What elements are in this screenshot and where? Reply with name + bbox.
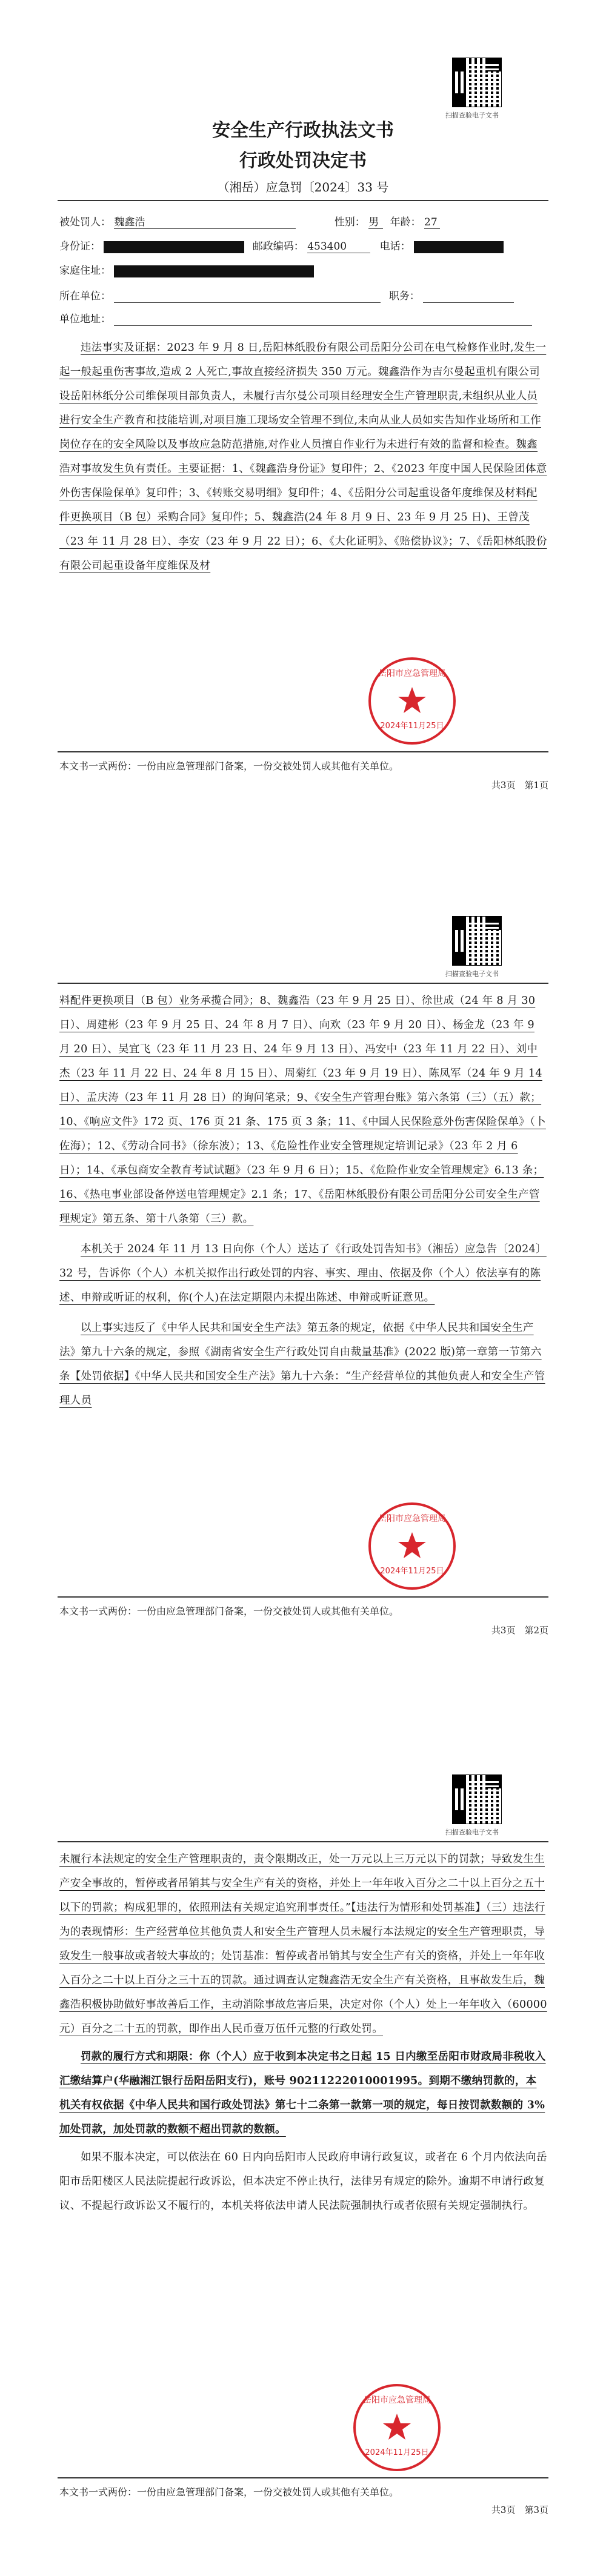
- page-number: 共3页 第1页: [491, 780, 548, 791]
- qr-code-icon[interactable]: [453, 1775, 501, 1824]
- address-row: [59, 262, 548, 277]
- qr-caption: 扫描查验电子文书: [445, 111, 499, 119]
- footer-divider: [58, 751, 548, 752]
- divider: [58, 200, 548, 201]
- svg-text:2024年11月25日: 2024年11月25日: [365, 2448, 429, 2457]
- notice-text: 本机关于 2024 年 11 月 13 日向你（个人）送达了《行政处罚告知书》（湘岳）应急告〔2024〕32 号，告诉你（个人）本机关拟作出行政处罚的内容、事实、理由、依据及你（个人）依法享有的陈述、申辩或听证的权利，你(个人)在法定期限内未提出陈述、申辩或听证意见。: [59, 1243, 547, 1304]
- appeal-text: 如果不服本决定，可以依法在 60 日内向岳阳市人民政府申请行政复议，或者在 6 个月内依法向岳阳市岳阳楼区人民法院提起行政诉讼，但本决定不停止执行，法律另有规定的除外。逾期不申请行政复议、不提起行政诉讼又不履行的，本机关将依法申请人民法院强制执行或者依照有关规定强制执行。: [59, 2151, 547, 2212]
- gender-label: 性别：: [334, 216, 365, 228]
- svg-text:2024年11月25日: 2024年11月25日: [380, 1567, 444, 1576]
- age-label: 年龄：: [390, 216, 421, 228]
- svg-text:2024年11月25日: 2024年11月25日: [380, 722, 444, 731]
- id-row: [59, 237, 548, 253]
- unit-value: [114, 290, 381, 303]
- official-seal-icon: [351, 2382, 442, 2473]
- evidence-continued: [59, 989, 547, 1413]
- qr-code-icon[interactable]: [453, 58, 501, 107]
- footer-note: 本文书一式两份：一份由应急管理部门备案，一份交被处罚人或其他有关单位。: [59, 760, 399, 772]
- phone-label: 电话：: [379, 241, 411, 253]
- official-seal-icon: [367, 656, 458, 746]
- position-label: 职务：: [388, 290, 420, 302]
- payment-text: 罚款的履行方式和期限：你（个人）应于收到本决定书之日起 15 日内缴至岳阳市财政局非税收入汇缴结算户(华融湘江银行岳阳岳阳支行)，账号 90211222010001995。到期不缴纳罚款的，本机关有权依据《中华人民共和国行政处罚法》第七十二条第一款第一项的规定，每日按罚款数额的 3%加处罚款，加处罚款的数额不超出罚款的数额。: [59, 2051, 546, 2136]
- page-2: [0, 858, 606, 1717]
- qr-code-icon[interactable]: [453, 917, 501, 965]
- unit-label: 所在单位：: [59, 290, 111, 302]
- unit-row: [59, 287, 548, 303]
- legal-basis-text: 以上事实违反了《中华人民共和国安全生产法》第五条的规定，依据《中华人民共和国安全生产法》第九十六条的规定，参照《湖南省安全生产行政处罚自由裁量基准》(2022 版)第一章第一节第六条【处罚依据】《中华人民共和国安全生产法》第九十六条：“生产经营单位的其他负责人和安全生产管理人员: [59, 1322, 545, 1407]
- footer-divider: [58, 2477, 548, 2478]
- divider: [58, 1841, 548, 1842]
- svg-text:岳阳市应急管理局: 岳阳市应急管理局: [363, 2395, 431, 2405]
- party-row: [59, 213, 548, 229]
- violation-facts-text: 违法事实及证据：2023 年 9 月 8 日,岳阳林纸股份有限公司岳阳分公司在电气检修作业时,发生一起一般起重伤害事故,造成 2 人死亡,事故直接经济损失 350 万元。魏鑫浩作为吉尔曼起重机有限公司设岳阳林纸分公司维保项目部负责人，未履行吉尔曼公司项目经理安全生产管理职责,未组织从业人员进行安全生产教育和技能培训,对项目施工现场安全管理不到位,未向从业人员如实告知作业场所和工作岗位存在的安全风险以及事故应急防范措施,对作业人员擅自作业行为未进行有效的监督和检查。魏鑫浩对事故发生负有责任。主要证据：1、《魏鑫浩身份证》复印件；2、《2023 年度中国人民保险团体意外伤害保险保单》复印件；3、《转账交易明细》复印件；4、《岳阳分公司起重设备年度维保及材料配件更换项目（B 包）采购合同》复印件；5、魏鑫浩(24 年 8 月 9 日、23 年 9 月 25 日)、王曾茂（23 年 11 月 28 日）、李安（23 年 9 月 22 日）；6、《大化证明》、《赔偿协议》；7、《岳阳林纸股份有限公司起重设备年度维保及材: [59, 342, 547, 572]
- party-value: 魏鑫浩: [114, 213, 296, 229]
- id-label: 身份证：: [59, 241, 101, 253]
- footer-note: 本文书一式两份：一份由应急管理部门备案，一份交被处罚人或其他有关单位。: [59, 1605, 399, 1617]
- page-number: 共3页 第3页: [491, 2505, 548, 2515]
- document-number: （湘岳）应急罚〔2024〕33 号: [217, 180, 389, 194]
- page-3: [0, 1717, 606, 2575]
- age-value: 27: [424, 216, 440, 229]
- evidence-text: 料配件更换项目（B 包）业务承揽合同》；8、魏鑫浩（23 年 9 月 25 日）、徐世成（24 年 8 月 30 日）、周建彬（23 年 9 月 25 日、24 年 8 月 7 日）、向欢（23 年 9 月 20 日）、杨金龙（23 年 9 月 20 日）、吴宜飞（23 年 11 月 23 日、24 年 9 月 13 日）、冯安中（23 年 11 月 22 日）、刘中杰（23 年 11 月 22 日、24 年 8 月 15 日）、周菊红（23 年 9 月 19 日）、陈凤军（24 年 9 月 14 日）、孟庆涛（23 年 11 月 28 日）的询问笔录；9、《安全生产管理台账》第六条第（三）（五）款；10、《响应文件》172 页、176 页 21 条、175 页 3 条；11、《中国人民保险意外伤害保险保单》（卜佐海）；12、《劳动合同书》（徐东波）；13、《危险性作业安全管理规定培训记录》（23 年 2 月 6 日）；14、《承包商安全教育考试试题》（23 年 9 月 6 日）；15、《危险作业安全管理规定》6.13 条；16、《热电事业部设备停送电管理规定》2.1 条；17、《岳阳林纸股份有限公司岳阳分公司安全生产管理规定》第五条、第十八条第（三）款。: [59, 995, 546, 1225]
- penalty-decision: [59, 1847, 547, 2218]
- id-redaction: [104, 241, 244, 253]
- address-redaction: [114, 265, 314, 277]
- unit-address-label: 单位地址：: [59, 313, 111, 325]
- official-seal-icon: [367, 1501, 458, 1592]
- party-label: 被处罚人：: [59, 216, 111, 228]
- penalty-text: 未履行本法规定的安全生产管理职责的，责令限期改正，处一万元以上三万元以下的罚款；导致发生生产安全事故的，暂停或者吊销其与安全生产有关的资格，并处上一年年收入百分之二十以上百分之五十以下的罚款；构成犯罪的，依照刑法有关规定追究刑事责任。”【违法行为情形和处罚基准】（三）违法行为的表现情形：生产经营单位其他负责人和安全生产管理人员未履行本法规定的安全生产管理职责，导致发生一般事故或者较大事故的；处罚基准：暂停或者吊销其与安全生产有关的资格，并处上一年年收入百分之二十以上百分之三十五的罚款。通过调查认定魏鑫浩无安全生产有关资格，且事故发生后，魏鑫浩积极协助做好事故善后工作，主动消除事故危害后果，决定对你（个人）处上一年年收入（60000 元）百分之二十五的罚款，即作出人民币壹万伍仟元整的行政处罚。: [59, 1853, 547, 2035]
- divider: [58, 983, 548, 984]
- document-title: 行政处罚决定书: [239, 150, 367, 171]
- position-value: [423, 290, 514, 303]
- qr-caption: 扫描查验电子文书: [445, 970, 499, 978]
- unit-address-value: [114, 313, 532, 326]
- gender-value: 男: [368, 213, 383, 229]
- footer-note: 本文书一式两份：一份由应急管理部门备案，一份交被处罚人或其他有关单位。: [59, 2486, 399, 2498]
- page-number: 共3页 第2页: [491, 1625, 548, 1636]
- svg-text:岳阳市应急管理局: 岳阳市应急管理局: [378, 1514, 446, 1524]
- page-1: [0, 0, 606, 858]
- footer-divider: [58, 1596, 548, 1598]
- postcode-label: 邮政编码：: [252, 241, 304, 253]
- svg-text:岳阳市应急管理局: 岳阳市应急管理局: [378, 669, 446, 679]
- violation-facts: [59, 336, 547, 578]
- document-series-title: 安全生产行政执法文书: [212, 120, 394, 141]
- qr-caption: 扫描查验电子文书: [445, 1828, 499, 1836]
- postcode-value: 453400: [307, 241, 370, 253]
- address-label: 家庭住址：: [59, 265, 111, 277]
- phone-redaction: [414, 241, 504, 253]
- unit-address-row: [59, 310, 548, 326]
